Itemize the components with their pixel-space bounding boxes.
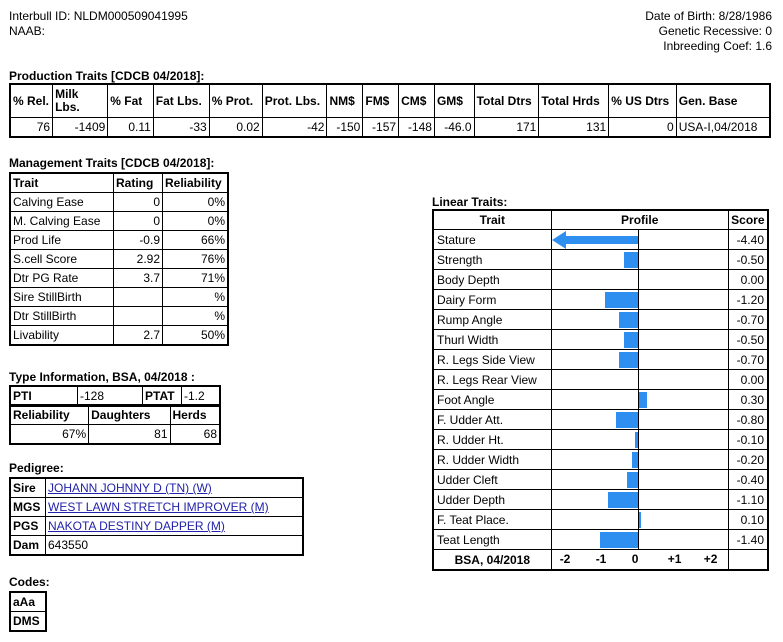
linear-profile (551, 410, 728, 430)
codes-title: Codes: (9, 575, 50, 589)
linear-row (433, 510, 768, 530)
production-value-cell: -148 (399, 118, 435, 138)
linear-row (433, 310, 768, 330)
axis-tick-label: +2 (703, 552, 718, 566)
ptat-label: PTAT (143, 386, 182, 406)
production-header-cell: Fat Lbs. (153, 84, 209, 118)
profile-bar (632, 452, 637, 468)
production-value-cell: 0.11 (108, 118, 154, 138)
linear-profile (551, 370, 728, 390)
management-header-cell: Rating (114, 173, 163, 193)
linear-row (433, 290, 768, 310)
production-table (9, 83, 771, 138)
type-daughters-value: 81 (89, 425, 170, 445)
inbreeding-coef: Inbreeding Coef: 1.6 (663, 39, 772, 53)
profile-zero-line (638, 430, 639, 449)
linear-trait-name: Dairy Form (433, 290, 551, 310)
production-value-cell: -157 (363, 118, 399, 138)
type-herds-value: 68 (170, 425, 220, 445)
type-header-reliability: Reliability (10, 405, 89, 425)
linear-row (433, 430, 768, 450)
pedigree-dam-value: 643550 (46, 536, 304, 556)
type-header-herds: Herds (170, 405, 220, 425)
production-header-cell: CM$ (399, 84, 435, 118)
axis-tick-label: -2 (559, 552, 571, 566)
linear-row (433, 350, 768, 370)
management-trait: Sire StillBirth (10, 288, 114, 307)
management-row (10, 269, 228, 288)
axis-tick-label: -1 (595, 552, 607, 566)
management-row (10, 307, 228, 326)
linear-row (433, 450, 768, 470)
production-value-cell: -150 (327, 118, 363, 138)
management-trait: Prod Life (10, 231, 114, 250)
linear-axis (551, 550, 728, 571)
profile-zero-line (638, 270, 639, 289)
pedigree-mgs-link[interactable]: WEST LAWN STRETCH IMPROVER (M) (48, 500, 269, 514)
management-rating: 3.7 (114, 269, 163, 288)
profile-bar (608, 492, 638, 508)
management-row (10, 250, 228, 269)
production-header-cell: NM$ (327, 84, 363, 118)
management-header-cell: Trait (10, 173, 114, 193)
linear-profile (551, 290, 728, 310)
codes-table (9, 591, 47, 632)
linear-score: -0.50 (728, 330, 768, 350)
profile-zero-line (638, 530, 639, 549)
linear-profile (551, 350, 728, 370)
management-header-cell: Reliability (163, 173, 229, 193)
axis-tick-label: 0 (631, 552, 639, 566)
production-value-cell: -42 (262, 118, 327, 138)
production-value-cell: 171 (474, 118, 539, 138)
production-header-cell: FM$ (363, 84, 399, 118)
linear-row (433, 230, 768, 250)
linear-trait-name: Foot Angle (433, 390, 551, 410)
linear-row (433, 410, 768, 430)
linear-row (433, 530, 768, 550)
profile-zero-line (638, 490, 639, 509)
linear-trait-name: Thurl Width (433, 330, 551, 350)
management-rating: -0.9 (114, 231, 163, 250)
profile-bar (624, 332, 638, 348)
management-reliability: 71% (163, 269, 229, 288)
management-trait: S.cell Score (10, 250, 114, 269)
pedigree-table (9, 477, 304, 556)
linear-trait-name: Rump Angle (433, 310, 551, 330)
linear-score: -0.80 (728, 410, 768, 430)
linear-trait-name: R. Udder Width (433, 450, 551, 470)
linear-score: -0.70 (728, 350, 768, 370)
production-value-cell: USA-I,04/2018 (676, 118, 770, 138)
header-left (9, 9, 188, 39)
linear-row (433, 370, 768, 390)
profile-zero-line (638, 330, 639, 349)
management-reliability: 0% (163, 193, 229, 212)
pedigree-sire-link[interactable]: JOHANN JOHNNY D (TN) (W) (48, 481, 212, 495)
pedigree-sire-label: Sire (10, 478, 46, 498)
production-header-cell: Total Dtrs (474, 84, 539, 118)
management-row (10, 326, 228, 346)
pedigree-dam-label: Dam (10, 536, 46, 556)
production-header-cell: % Prot. (209, 84, 262, 118)
management-rating: 0 (114, 193, 163, 212)
type-header-daughters: Daughters (89, 405, 170, 425)
management-trait: Dtr StillBirth (10, 307, 114, 326)
production-header-row (10, 84, 770, 118)
management-rating: 2.92 (114, 250, 163, 269)
linear-trait-name: R. Legs Side View (433, 350, 551, 370)
naab-code: NAAB: (9, 24, 46, 38)
linear-score: -0.20 (728, 450, 768, 470)
linear-profile (551, 430, 728, 450)
profile-zero-line (638, 470, 639, 489)
linear-row (433, 390, 768, 410)
profile-zero-line (638, 370, 639, 389)
profile-zero-line (638, 230, 639, 249)
linear-profile (551, 530, 728, 550)
production-header-cell: % Rel. (10, 84, 53, 118)
management-row (10, 288, 228, 307)
management-reliability: 0% (163, 212, 229, 231)
pedigree-pgs-label: PGS (10, 517, 46, 536)
linear-score: -0.70 (728, 310, 768, 330)
production-title: Production Traits [CDCB 04/2018]: (9, 69, 205, 83)
linear-trait-name: Stature (433, 230, 551, 250)
production-value-cell: 0.02 (209, 118, 262, 138)
management-row (10, 193, 228, 212)
genetic-recessive: Genetic Recessive: 0 (658, 24, 772, 38)
linear-profile (551, 270, 728, 290)
management-table (9, 172, 229, 346)
linear-score: -0.10 (728, 430, 768, 450)
linear-header-trait: Trait (433, 210, 551, 230)
management-reliability: 66% (163, 231, 229, 250)
profile-bar (624, 252, 638, 268)
linear-row (433, 470, 768, 490)
pti-value: -128 (78, 386, 143, 406)
production-value-cell: -33 (153, 118, 209, 138)
management-reliability: % (163, 288, 229, 307)
linear-score: -1.40 (728, 530, 768, 550)
profile-bar (639, 512, 642, 528)
linear-footer-blank (728, 550, 768, 571)
management-rating (114, 307, 163, 326)
linear-score: 0.30 (728, 390, 768, 410)
linear-profile (551, 250, 728, 270)
profile-zero-line (638, 290, 639, 309)
management-reliability: 76% (163, 250, 229, 269)
linear-trait-name: F. Udder Att. (433, 410, 551, 430)
profile-zero-line (638, 350, 639, 369)
management-trait: Calving Ease (10, 193, 114, 212)
profile-bar (627, 472, 638, 488)
management-rating: 2.7 (114, 326, 163, 346)
code-aaa: aAa (10, 592, 46, 612)
linear-score: -1.10 (728, 490, 768, 510)
pti-label: PTI (10, 386, 78, 406)
management-reliability: % (163, 307, 229, 326)
type-reliability-value: 67% (10, 425, 89, 445)
pedigree-pgs-link[interactable]: NAKOTA DESTINY DAPPER (M) (48, 519, 225, 533)
linear-profile (551, 230, 728, 250)
date-of-birth: Date of Birth: 8/28/1986 (645, 9, 772, 23)
production-value-cell: 76 (10, 118, 53, 138)
profile-zero-line (638, 250, 639, 269)
production-value-cell: -1409 (53, 118, 108, 138)
linear-score: -1.20 (728, 290, 768, 310)
production-header-cell: Prot. Lbs. (262, 84, 327, 118)
type-info-table (9, 404, 221, 445)
linear-traits-table (432, 209, 769, 571)
linear-score: -0.40 (728, 470, 768, 490)
pedigree-title: Pedigree: (9, 461, 64, 475)
linear-profile (551, 310, 728, 330)
linear-header-profile: Profile (551, 210, 728, 230)
profile-bar (566, 236, 638, 244)
management-title: Management Traits [CDCB 04/2018]: (9, 156, 215, 170)
linear-profile (551, 450, 728, 470)
production-header-cell: Milk Lbs. (53, 84, 108, 118)
management-row (10, 212, 228, 231)
linear-trait-name: R. Legs Rear View (433, 370, 551, 390)
linear-score: 0.00 (728, 370, 768, 390)
linear-trait-name: Body Depth (433, 270, 551, 290)
linear-trait-name: Udder Depth (433, 490, 551, 510)
ptat-value: -1.2 (182, 386, 221, 406)
profile-zero-line (638, 310, 639, 329)
linear-score: -4.40 (728, 230, 768, 250)
profile-bar (605, 292, 637, 308)
linear-row (433, 330, 768, 350)
linear-trait-name: Udder Cleft (433, 470, 551, 490)
code-dms: DMS (10, 612, 46, 632)
production-values-row (10, 118, 770, 138)
linear-profile (551, 490, 728, 510)
production-value-cell: 131 (539, 118, 609, 138)
linear-profile (551, 390, 728, 410)
linear-profile (551, 470, 728, 490)
management-trait: Livability (10, 326, 114, 346)
production-value-cell: 0 (609, 118, 677, 138)
production-header-cell: % Fat (108, 84, 154, 118)
production-value-cell: -46.0 (434, 118, 474, 138)
production-header-cell: Gen. Base (676, 84, 770, 118)
linear-trait-name: Teat Length (433, 530, 551, 550)
linear-score: -0.50 (728, 250, 768, 270)
linear-row (433, 490, 768, 510)
linear-trait-name: R. Udder Ht. (433, 430, 551, 450)
management-reliability: 50% (163, 326, 229, 346)
profile-bar (616, 412, 638, 428)
linear-row (433, 250, 768, 270)
linear-trait-name: F. Teat Place. (433, 510, 551, 530)
profile-overflow-arrow (552, 231, 566, 249)
management-trait: M. Calving Ease (10, 212, 114, 231)
management-trait: Dtr PG Rate (10, 269, 114, 288)
axis-tick-label: +1 (667, 552, 682, 566)
linear-footer-label: BSA, 04/2018 (433, 550, 551, 571)
linear-row (433, 270, 768, 290)
linear-trait-name: Strength (433, 250, 551, 270)
profile-zero-line (638, 450, 639, 469)
profile-bar (619, 352, 638, 368)
profile-bar (639, 392, 647, 408)
linear-title: Linear Traits: (432, 195, 508, 209)
production-header-cell: GM$ (434, 84, 474, 118)
profile-bar (600, 532, 638, 548)
management-rating: 0 (114, 212, 163, 231)
management-row (10, 231, 228, 250)
linear-score: 0.00 (728, 270, 768, 290)
profile-bar (619, 312, 638, 328)
profile-bar (635, 432, 638, 448)
production-header-cell: Total Hrds (539, 84, 609, 118)
linear-profile (551, 510, 728, 530)
interbull-id: Interbull ID: NLDM000509041995 (9, 9, 188, 23)
production-header-cell: % US Dtrs (609, 84, 677, 118)
header-right (645, 9, 772, 54)
type-info-title: Type Information, BSA, 04/2018 : (9, 370, 195, 384)
management-rating (114, 288, 163, 307)
profile-zero-line (638, 410, 639, 429)
pedigree-mgs-label: MGS (10, 498, 46, 517)
linear-score: 0.10 (728, 510, 768, 530)
linear-profile (551, 330, 728, 350)
linear-header-score: Score (728, 210, 768, 230)
